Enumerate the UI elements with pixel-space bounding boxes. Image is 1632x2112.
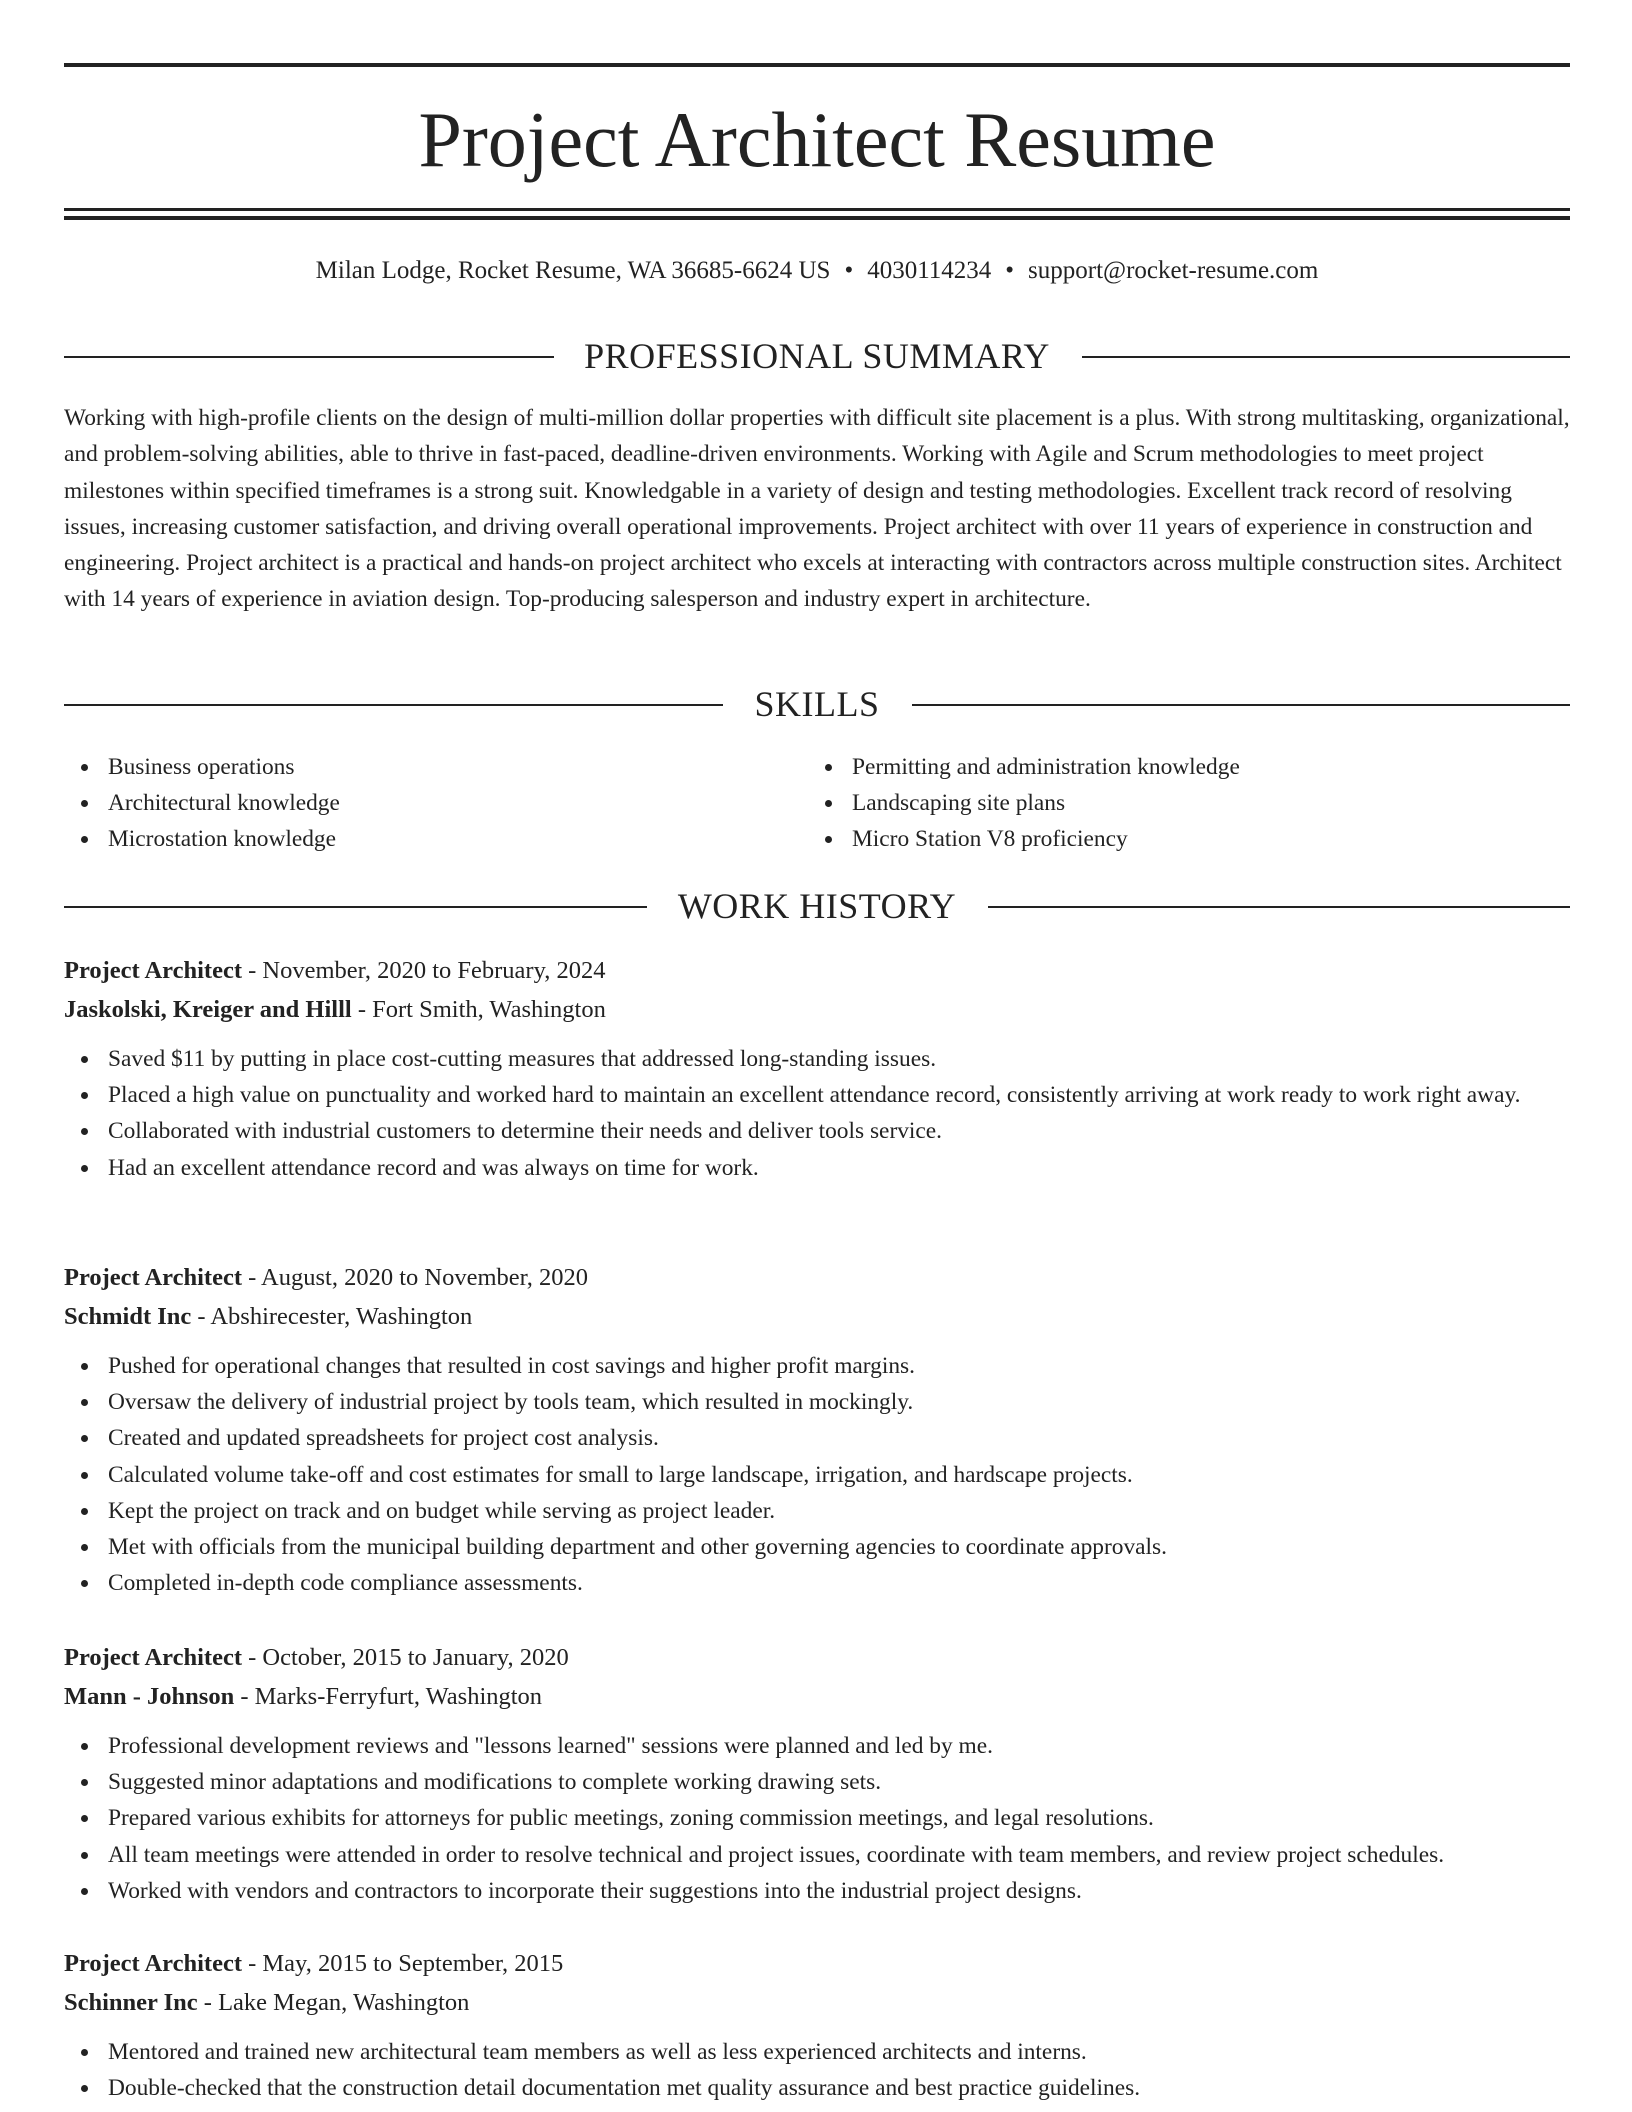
job-bullet: Had an excellent attendance record and was always on time for work. <box>64 1150 1570 1186</box>
skill-item: Micro Station V8 proficiency <box>808 821 1240 857</box>
job-entry <box>64 1638 1570 1909</box>
contact-separator: • <box>1005 257 1015 284</box>
job-bullets <box>64 1728 1570 1909</box>
job-bullet: Prepared various exhibits for attorneys for public meetings, zoning commission meetings, and legal resolutions. <box>64 1800 1570 1836</box>
job-bullet: Calculated volume take-off and cost estimates for small to large landscape, irrigation, and hardscape projects. <box>64 1457 1570 1493</box>
job-company-line <box>64 1677 1570 1716</box>
job-bullet: Collaborated with industrial customers to determine their needs and deliver tools service. <box>64 1113 1570 1149</box>
contact-address: Milan Lodge, Rocket Resume, WA 36685-6624 US <box>315 257 831 284</box>
skill-item: Business operations <box>64 749 340 785</box>
section-skills <box>64 682 1570 726</box>
job-entry <box>64 951 1570 1186</box>
job-company: Schinner Inc <box>64 1989 198 2016</box>
contact-line <box>64 254 1570 288</box>
skill-item: Microstation knowledge <box>64 821 340 857</box>
job-entry <box>64 1258 1570 1601</box>
job-bullet: Double-checked that the construction detail documentation met quality assurance and best practice guidelines. <box>64 2070 1570 2106</box>
title-rule-lower <box>64 216 1570 220</box>
section-work-history <box>64 884 1570 928</box>
job-entry <box>64 1944 1570 2106</box>
job-bullet: Placed a high value on punctuality and worked hard to maintain an excellent attendance record, consistently arriving at work ready to work right away. <box>64 1077 1570 1113</box>
section-professional-summary <box>64 334 1570 378</box>
skills-column-left <box>64 749 340 858</box>
job-dates: - May, 2015 to September, 2015 <box>241 1950 564 1977</box>
job-company: Schmidt Inc <box>64 1303 192 1330</box>
job-location: - Abshirecester, Washington <box>191 1303 473 1330</box>
job-company: Jaskolski, Kreiger and Hilll <box>64 996 352 1023</box>
job-bullets <box>64 1041 1570 1186</box>
job-bullet: Met with officials from the municipal building department and other governing agencies to coordinate approvals. <box>64 1529 1570 1565</box>
job-title-line <box>64 1638 1570 1677</box>
job-company-line <box>64 1297 1570 1336</box>
skill-item: Landscaping site plans <box>808 785 1240 821</box>
section-rule-right <box>1082 356 1570 358</box>
job-title: Project Architect <box>64 1264 242 1291</box>
title-rule-upper <box>64 208 1570 211</box>
job-title: Project Architect <box>64 1644 242 1671</box>
job-title-line <box>64 1944 1570 1983</box>
contact-separator: • <box>844 257 854 284</box>
job-title: Project Architect <box>64 1950 242 1977</box>
job-bullet: Oversaw the delivery of industrial project by tools team, which resulted in mockingly. <box>64 1384 1570 1420</box>
job-location: - Marks-Ferryfurt, Washington <box>234 1683 543 1710</box>
job-location: - Lake Megan, Washington <box>197 1989 470 2016</box>
job-bullet: All team meetings were attended in order to resolve technical and project issues, coordinate with team members, and review project schedules. <box>64 1837 1570 1873</box>
job-location: - Fort Smith, Washington <box>351 996 606 1023</box>
skill-item: Architectural knowledge <box>64 785 340 821</box>
job-title: Project Architect <box>64 957 242 984</box>
job-bullet: Saved $11 by putting in place cost-cutting measures that addressed long-standing issues. <box>64 1041 1570 1077</box>
skills-column-right <box>808 749 1240 858</box>
job-title-line <box>64 1258 1570 1297</box>
contact-phone: 4030114234 <box>867 257 992 284</box>
job-company-line <box>64 1983 1570 2022</box>
section-heading: SKILLS <box>754 684 880 724</box>
job-bullet: Created and updated spreadsheets for project cost analysis. <box>64 1420 1570 1456</box>
job-bullet: Pushed for operational changes that resulted in cost savings and higher profit margins. <box>64 1348 1570 1384</box>
job-bullet: Kept the project on track and on budget while serving as project leader. <box>64 1493 1570 1529</box>
job-dates: - October, 2015 to January, 2020 <box>241 1644 569 1671</box>
contact-email: support@rocket-resume.com <box>1028 257 1319 284</box>
section-rule-right <box>912 704 1570 706</box>
job-bullet: Mentored and trained new architectural team members as well as less experienced architects and interns. <box>64 2034 1570 2070</box>
job-company-line <box>64 990 1570 1029</box>
job-bullet: Worked with vendors and contractors to incorporate their suggestions into the industrial project designs. <box>64 1873 1570 1909</box>
job-bullet: Professional development reviews and "lessons learned" sessions were planned and led by me. <box>64 1728 1570 1764</box>
job-company: Mann - Johnson <box>64 1683 235 1710</box>
job-dates: - November, 2020 to February, 2024 <box>241 957 606 984</box>
job-title-line <box>64 951 1570 990</box>
summary-text: Working with high-profile clients on the design of multi-million dollar properties with difficult site placement is a plus. With strong multitasking, organizational, and problem-solving abilities, able to thrive in fast-paced, deadline-driven environments. Working with Agile and Scrum methodologies to meet project milestones within specified timeframes is a strong suit. Knowledgable in a variety of design and testing methodologies. Excellent track record of resolving issues, increasing customer satisfaction, and driving overall operational improvements. Project architect with over 11 years of experience in construction and engineering. Project architect is a practical and hands-on project architect who excels at interacting with contractors across multiple construction sites. Architect with 14 years of experience in aviation design. Top-producing salesperson and industry expert in architecture. <box>64 405 1570 613</box>
skill-item: Permitting and administration knowledge <box>808 749 1240 785</box>
resume-title: Project Architect Resume <box>418 96 1216 183</box>
job-bullet: Suggested minor adaptations and modifications to complete working drawing sets. <box>64 1764 1570 1800</box>
job-dates: - August, 2020 to November, 2020 <box>241 1264 589 1291</box>
section-heading: WORK HISTORY <box>677 886 957 926</box>
job-bullet: Completed in-depth code compliance assessments. <box>64 1565 1570 1601</box>
section-rule-right <box>988 906 1570 908</box>
job-bullets <box>64 1348 1570 1601</box>
job-bullets <box>64 2034 1570 2106</box>
section-heading: PROFESSIONAL SUMMARY <box>584 336 1050 376</box>
top-rule <box>64 63 1570 67</box>
